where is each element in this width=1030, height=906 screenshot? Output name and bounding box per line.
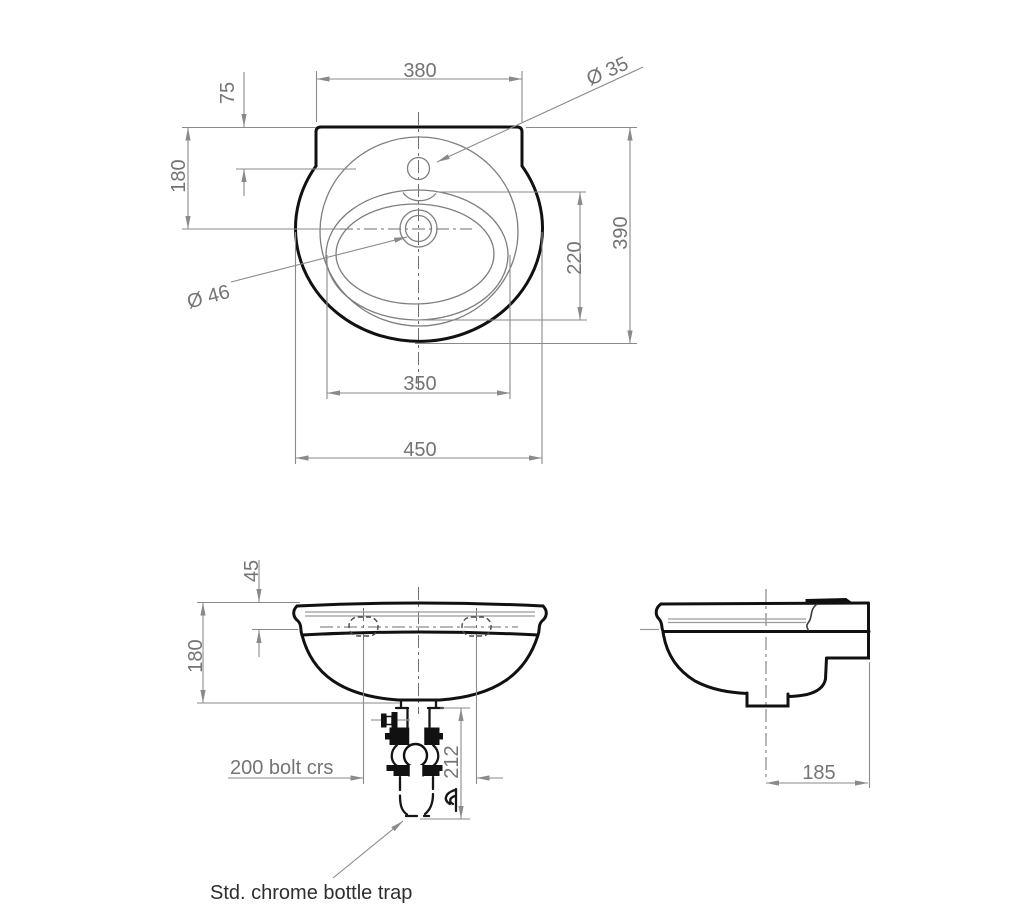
ledge-section-fill xyxy=(806,599,853,605)
dim-ledge-to-waste-label: 180 xyxy=(168,159,190,193)
front-view xyxy=(185,560,546,904)
dim-back-width xyxy=(317,60,523,122)
dim-rim-thickness-label: 45 xyxy=(241,559,263,583)
rim-top-edge xyxy=(297,603,543,606)
dim-trap-height-label: 212 xyxy=(441,745,463,779)
trap-outlet-hook xyxy=(446,789,456,811)
dim-wall-to-waste-label: 185 xyxy=(802,762,836,784)
bowl-front-profile xyxy=(302,635,538,700)
side-fitting xyxy=(371,713,410,729)
rim-left-ogee xyxy=(294,606,302,635)
plan-view xyxy=(168,53,643,464)
dim-basin-height-label: 180 xyxy=(185,639,207,673)
bottle-right-side xyxy=(425,777,433,814)
rim-right-ogee xyxy=(538,606,546,635)
dim-overall-depth-label: 390 xyxy=(610,216,632,250)
dim-back-width-label: 380 xyxy=(403,60,437,82)
trap-note xyxy=(210,821,412,904)
waste-outlet xyxy=(396,700,443,727)
dim-trap-height xyxy=(420,708,470,819)
dim-bowl-width xyxy=(327,255,510,399)
dim-overall-width-label: 450 xyxy=(403,439,437,461)
bowl-inner-edge xyxy=(336,204,494,304)
dim-bolt-centres-label: 200 bolt crs xyxy=(230,757,334,779)
side-outlet-box xyxy=(747,693,788,706)
dim-bowl-depth-label: 220 xyxy=(564,241,586,275)
dim-tap-dia-label: Ø 35 xyxy=(583,52,632,91)
dim-bowl-width-label: 350 xyxy=(403,373,437,395)
trap-ball xyxy=(404,744,427,767)
dim-waste-dia-label: Ø 46 xyxy=(184,280,233,314)
dim-tap-offset xyxy=(217,72,356,196)
side-bowl-profile xyxy=(663,632,747,694)
side-break-curve xyxy=(807,604,817,631)
dim-bowl-depth xyxy=(413,192,587,320)
bottle-left-side xyxy=(400,777,407,815)
dim-wall-to-waste xyxy=(766,662,870,788)
dim-overall-depth xyxy=(415,128,637,344)
side-bowl-back xyxy=(788,658,827,697)
side-front-ogee xyxy=(656,604,663,631)
side-view xyxy=(640,589,870,788)
leader-tap-dia xyxy=(437,53,643,162)
dim-ledge-to-waste xyxy=(168,128,340,230)
rim-bottom-edge xyxy=(302,632,538,635)
overflow-notch xyxy=(403,193,436,201)
trap-note-label: Std. chrome bottle trap xyxy=(210,882,413,904)
dim-rim-thickness xyxy=(241,560,298,657)
dim-tap-offset-label: 75 xyxy=(217,81,239,105)
